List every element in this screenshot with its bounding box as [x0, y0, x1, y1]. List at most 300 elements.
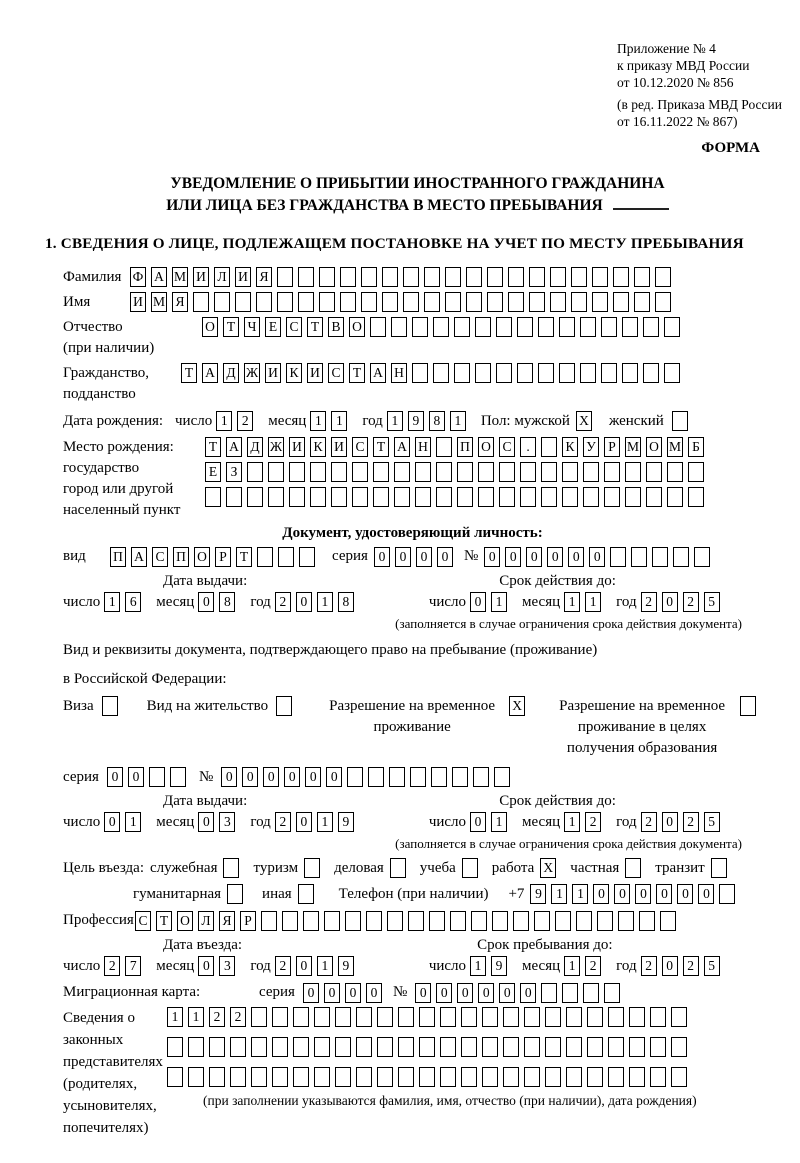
char-cell[interactable]: [538, 363, 554, 383]
char-cell[interactable]: [608, 1007, 624, 1027]
char-cell[interactable]: [188, 1037, 204, 1057]
char-cell[interactable]: 1: [491, 812, 507, 832]
char-cell[interactable]: [740, 696, 756, 716]
char-cell[interactable]: [429, 911, 445, 931]
char-cell[interactable]: [541, 983, 557, 1003]
char-cell[interactable]: [672, 411, 688, 431]
char-cell[interactable]: Л: [198, 911, 214, 931]
char-cell[interactable]: 0: [593, 884, 609, 904]
purpose-business-checkbox[interactable]: [390, 858, 411, 878]
char-cell[interactable]: [508, 292, 524, 312]
char-cell[interactable]: 2: [641, 956, 657, 976]
char-cell[interactable]: [473, 767, 489, 787]
char-cell[interactable]: С: [352, 437, 368, 457]
char-cell[interactable]: 5: [704, 812, 720, 832]
char-cell[interactable]: [664, 317, 680, 337]
char-cell[interactable]: [482, 1007, 498, 1027]
char-cell[interactable]: М: [151, 292, 167, 312]
char-cell[interactable]: И: [265, 363, 281, 383]
char-cell[interactable]: [452, 767, 468, 787]
char-cell[interactable]: [566, 1067, 582, 1087]
char-cell[interactable]: 2: [230, 1007, 246, 1027]
char-cell[interactable]: [272, 1037, 288, 1057]
char-cell[interactable]: [625, 858, 641, 878]
char-cell[interactable]: 0: [677, 884, 693, 904]
birth-year-cells[interactable]: [387, 411, 471, 431]
char-cell[interactable]: 0: [662, 592, 678, 612]
char-cell[interactable]: [545, 1067, 561, 1087]
char-cell[interactable]: [382, 267, 398, 287]
char-cell[interactable]: 1: [585, 592, 601, 612]
residence-permit-checkbox[interactable]: [276, 696, 297, 716]
char-cell[interactable]: [613, 267, 629, 287]
char-cell[interactable]: [711, 858, 727, 878]
entry-year-cells[interactable]: [275, 956, 359, 976]
char-cell[interactable]: С: [135, 911, 151, 931]
char-cell[interactable]: [377, 1067, 393, 1087]
char-cell[interactable]: [415, 487, 431, 507]
char-cell[interactable]: 1: [564, 592, 580, 612]
char-cell[interactable]: С: [152, 547, 168, 567]
char-cell[interactable]: [261, 911, 277, 931]
char-cell[interactable]: [370, 317, 386, 337]
char-cell[interactable]: [450, 911, 466, 931]
char-cell[interactable]: [398, 1007, 414, 1027]
char-cell[interactable]: Т: [349, 363, 365, 383]
char-cell[interactable]: 1: [188, 1007, 204, 1027]
char-cell[interactable]: 0: [470, 592, 486, 612]
purpose-work-checkbox[interactable]: [540, 858, 561, 878]
char-cell[interactable]: Т: [307, 317, 323, 337]
char-cell[interactable]: 0: [305, 767, 321, 787]
char-cell[interactable]: Б: [688, 437, 704, 457]
char-cell[interactable]: [541, 437, 557, 457]
char-cell[interactable]: 2: [641, 812, 657, 832]
char-cell[interactable]: [534, 911, 550, 931]
char-cell[interactable]: Д: [223, 363, 239, 383]
char-cell[interactable]: И: [331, 437, 347, 457]
char-cell[interactable]: 0: [662, 956, 678, 976]
char-cell[interactable]: [398, 1037, 414, 1057]
char-cell[interactable]: [419, 1067, 435, 1087]
char-cell[interactable]: [671, 1007, 687, 1027]
char-cell[interactable]: [289, 487, 305, 507]
char-cell[interactable]: [188, 1067, 204, 1087]
char-cell[interactable]: Я: [219, 911, 235, 931]
char-cell[interactable]: [562, 983, 578, 1003]
char-cell[interactable]: 1: [310, 411, 326, 431]
char-cell[interactable]: [293, 1007, 309, 1027]
char-cell[interactable]: [282, 911, 298, 931]
char-cell[interactable]: [562, 487, 578, 507]
patronymic-cells[interactable]: [202, 317, 685, 337]
char-cell[interactable]: [613, 292, 629, 312]
char-cell[interactable]: 0: [366, 983, 382, 1003]
char-cell[interactable]: [604, 487, 620, 507]
char-cell[interactable]: М: [172, 267, 188, 287]
char-cell[interactable]: [298, 292, 314, 312]
char-cell[interactable]: [276, 696, 292, 716]
purpose-other-checkbox[interactable]: [298, 884, 319, 904]
char-cell[interactable]: [529, 292, 545, 312]
char-cell[interactable]: 0: [263, 767, 279, 787]
char-cell[interactable]: [503, 1037, 519, 1057]
res-issue-year-cells[interactable]: [275, 812, 359, 832]
char-cell[interactable]: 2: [585, 956, 601, 976]
char-cell[interactable]: 1: [551, 884, 567, 904]
char-cell[interactable]: 1: [317, 812, 333, 832]
char-cell[interactable]: 0: [296, 592, 312, 612]
char-cell[interactable]: [277, 267, 293, 287]
char-cell[interactable]: [415, 462, 431, 482]
char-cell[interactable]: [499, 462, 515, 482]
char-cell[interactable]: [587, 1037, 603, 1057]
char-cell[interactable]: О: [646, 437, 662, 457]
birth-place-row1-cells[interactable]: [205, 437, 709, 457]
char-cell[interactable]: С: [286, 317, 302, 337]
char-cell[interactable]: [454, 317, 470, 337]
char-cell[interactable]: [361, 292, 377, 312]
char-cell[interactable]: [398, 1067, 414, 1087]
char-cell[interactable]: [482, 1037, 498, 1057]
char-cell[interactable]: [545, 1037, 561, 1057]
char-cell[interactable]: [251, 1037, 267, 1057]
char-cell[interactable]: 9: [338, 956, 354, 976]
char-cell[interactable]: [652, 547, 668, 567]
char-cell[interactable]: [634, 267, 650, 287]
char-cell[interactable]: 9: [408, 411, 424, 431]
char-cell[interactable]: [373, 462, 389, 482]
doc-kind-cells[interactable]: [110, 547, 320, 567]
char-cell[interactable]: 8: [219, 592, 235, 612]
char-cell[interactable]: [289, 462, 305, 482]
char-cell[interactable]: 0: [221, 767, 237, 787]
char-cell[interactable]: [650, 1037, 666, 1057]
char-cell[interactable]: [503, 1007, 519, 1027]
char-cell[interactable]: [625, 462, 641, 482]
char-cell[interactable]: 1: [564, 812, 580, 832]
char-cell[interactable]: [555, 911, 571, 931]
char-cell[interactable]: [310, 462, 326, 482]
char-cell[interactable]: [457, 487, 473, 507]
char-cell[interactable]: 0: [198, 812, 214, 832]
char-cell[interactable]: [368, 767, 384, 787]
char-cell[interactable]: [660, 911, 676, 931]
char-cell[interactable]: 0: [484, 547, 500, 567]
char-cell[interactable]: .: [520, 437, 536, 457]
char-cell[interactable]: [272, 1067, 288, 1087]
char-cell[interactable]: [487, 267, 503, 287]
char-cell[interactable]: И: [289, 437, 305, 457]
char-cell[interactable]: [331, 462, 347, 482]
char-cell[interactable]: 0: [345, 983, 361, 1003]
surname-cells[interactable]: [130, 267, 676, 287]
char-cell[interactable]: [457, 462, 473, 482]
res-valid-year-cells[interactable]: [641, 812, 725, 832]
char-cell[interactable]: [583, 983, 599, 1003]
char-cell[interactable]: [324, 911, 340, 931]
char-cell[interactable]: [592, 292, 608, 312]
char-cell[interactable]: [347, 767, 363, 787]
char-cell[interactable]: [356, 1037, 372, 1057]
issue-year-cells[interactable]: [275, 592, 359, 612]
char-cell[interactable]: [167, 1037, 183, 1057]
char-cell[interactable]: [529, 267, 545, 287]
char-cell[interactable]: X: [509, 696, 525, 716]
char-cell[interactable]: 0: [656, 884, 672, 904]
char-cell[interactable]: О: [202, 317, 218, 337]
char-cell[interactable]: [445, 267, 461, 287]
char-cell[interactable]: [524, 1037, 540, 1057]
char-cell[interactable]: [356, 1067, 372, 1087]
char-cell[interactable]: [268, 462, 284, 482]
char-cell[interactable]: 1: [104, 592, 120, 612]
char-cell[interactable]: [268, 487, 284, 507]
birth-day-cells[interactable]: [216, 411, 258, 431]
char-cell[interactable]: У: [583, 437, 599, 457]
char-cell[interactable]: [319, 292, 335, 312]
char-cell[interactable]: И: [130, 292, 146, 312]
char-cell[interactable]: [403, 292, 419, 312]
char-cell[interactable]: [650, 1007, 666, 1027]
char-cell[interactable]: 6: [125, 592, 141, 612]
char-cell[interactable]: К: [286, 363, 302, 383]
char-cell[interactable]: 1: [317, 592, 333, 612]
char-cell[interactable]: [299, 547, 315, 567]
char-cell[interactable]: X: [576, 411, 592, 431]
char-cell[interactable]: Я: [172, 292, 188, 312]
char-cell[interactable]: 0: [526, 547, 542, 567]
char-cell[interactable]: 1: [216, 411, 232, 431]
char-cell[interactable]: М: [625, 437, 641, 457]
res-series-cells[interactable]: [107, 767, 191, 787]
char-cell[interactable]: [230, 1037, 246, 1057]
char-cell[interactable]: [601, 363, 617, 383]
char-cell[interactable]: [688, 487, 704, 507]
char-cell[interactable]: [314, 1037, 330, 1057]
char-cell[interactable]: [667, 487, 683, 507]
char-cell[interactable]: [520, 462, 536, 482]
char-cell[interactable]: 0: [415, 983, 431, 1003]
until-day-cells[interactable]: [470, 956, 512, 976]
char-cell[interactable]: [496, 317, 512, 337]
char-cell[interactable]: [382, 292, 398, 312]
char-cell[interactable]: [314, 1067, 330, 1087]
char-cell[interactable]: [373, 487, 389, 507]
purpose-study-checkbox[interactable]: [462, 858, 483, 878]
char-cell[interactable]: [524, 1067, 540, 1087]
char-cell[interactable]: [424, 267, 440, 287]
char-cell[interactable]: [389, 767, 405, 787]
char-cell[interactable]: [436, 437, 452, 457]
char-cell[interactable]: 1: [491, 592, 507, 612]
char-cell[interactable]: [377, 1007, 393, 1027]
entry-day-cells[interactable]: [104, 956, 146, 976]
doc-series-cells[interactable]: [374, 547, 458, 567]
char-cell[interactable]: [387, 911, 403, 931]
char-cell[interactable]: З: [226, 462, 242, 482]
char-cell[interactable]: [471, 911, 487, 931]
char-cell[interactable]: [622, 317, 638, 337]
char-cell[interactable]: И: [235, 267, 251, 287]
sex-male-checkbox[interactable]: [576, 411, 597, 431]
char-cell[interactable]: [538, 317, 554, 337]
citizenship-cells[interactable]: [181, 363, 685, 383]
char-cell[interactable]: А: [394, 437, 410, 457]
until-year-cells[interactable]: [641, 956, 725, 976]
char-cell[interactable]: 0: [547, 547, 563, 567]
char-cell[interactable]: П: [173, 547, 189, 567]
char-cell[interactable]: [440, 1067, 456, 1087]
char-cell[interactable]: [622, 363, 638, 383]
char-cell[interactable]: [102, 696, 118, 716]
char-cell[interactable]: О: [478, 437, 494, 457]
char-cell[interactable]: [256, 292, 272, 312]
until-month-cells[interactable]: [564, 956, 606, 976]
char-cell[interactable]: 2: [275, 956, 291, 976]
purpose-official-checkbox[interactable]: [223, 858, 244, 878]
birth-place-row3-cells[interactable]: [205, 487, 709, 507]
char-cell[interactable]: 5: [704, 956, 720, 976]
char-cell[interactable]: 0: [470, 812, 486, 832]
char-cell[interactable]: [520, 487, 536, 507]
char-cell[interactable]: [571, 267, 587, 287]
char-cell[interactable]: Е: [205, 462, 221, 482]
char-cell[interactable]: 7: [125, 956, 141, 976]
char-cell[interactable]: 0: [662, 812, 678, 832]
char-cell[interactable]: 0: [284, 767, 300, 787]
char-cell[interactable]: [352, 487, 368, 507]
char-cell[interactable]: 8: [429, 411, 445, 431]
res-valid-month-cells[interactable]: [564, 812, 606, 832]
char-cell[interactable]: [517, 317, 533, 337]
char-cell[interactable]: Ф: [130, 267, 146, 287]
char-cell[interactable]: [436, 462, 452, 482]
char-cell[interactable]: 0: [436, 983, 452, 1003]
char-cell[interactable]: [487, 292, 503, 312]
char-cell[interactable]: [193, 292, 209, 312]
temporary-residence-checkbox[interactable]: [509, 696, 530, 716]
char-cell[interactable]: [461, 1007, 477, 1027]
char-cell[interactable]: 0: [326, 767, 342, 787]
char-cell[interactable]: 1: [317, 956, 333, 976]
char-cell[interactable]: Ж: [268, 437, 284, 457]
char-cell[interactable]: О: [177, 911, 193, 931]
char-cell[interactable]: 9: [338, 812, 354, 832]
char-cell[interactable]: [541, 462, 557, 482]
char-cell[interactable]: [629, 1037, 645, 1057]
char-cell[interactable]: О: [194, 547, 210, 567]
char-cell[interactable]: [304, 858, 320, 878]
char-cell[interactable]: [513, 911, 529, 931]
char-cell[interactable]: [559, 317, 575, 337]
char-cell[interactable]: Ч: [244, 317, 260, 337]
char-cell[interactable]: 2: [585, 812, 601, 832]
char-cell[interactable]: [482, 1067, 498, 1087]
char-cell[interactable]: [629, 1067, 645, 1087]
char-cell[interactable]: А: [131, 547, 147, 567]
char-cell[interactable]: [580, 363, 596, 383]
char-cell[interactable]: П: [110, 547, 126, 567]
char-cell[interactable]: [278, 547, 294, 567]
char-cell[interactable]: 0: [296, 956, 312, 976]
char-cell[interactable]: 0: [296, 812, 312, 832]
purpose-tourism-checkbox[interactable]: [304, 858, 325, 878]
char-cell[interactable]: [170, 767, 186, 787]
purpose-private-checkbox[interactable]: [625, 858, 646, 878]
issue-day-cells[interactable]: [104, 592, 146, 612]
char-cell[interactable]: [608, 1037, 624, 1057]
char-cell[interactable]: [576, 911, 592, 931]
char-cell[interactable]: [227, 884, 243, 904]
char-cell[interactable]: [205, 487, 221, 507]
issue-month-cells[interactable]: [198, 592, 240, 612]
visa-checkbox[interactable]: [102, 696, 123, 716]
char-cell[interactable]: 1: [125, 812, 141, 832]
char-cell[interactable]: [431, 767, 447, 787]
char-cell[interactable]: [436, 487, 452, 507]
char-cell[interactable]: Т: [373, 437, 389, 457]
char-cell[interactable]: 1: [387, 411, 403, 431]
char-cell[interactable]: П: [457, 437, 473, 457]
valid-day-cells[interactable]: [470, 592, 512, 612]
char-cell[interactable]: [226, 487, 242, 507]
char-cell[interactable]: [583, 487, 599, 507]
char-cell[interactable]: [419, 1037, 435, 1057]
char-cell[interactable]: [412, 317, 428, 337]
char-cell[interactable]: [562, 462, 578, 482]
char-cell[interactable]: [524, 1007, 540, 1027]
char-cell[interactable]: [335, 1067, 351, 1087]
char-cell[interactable]: [466, 292, 482, 312]
char-cell[interactable]: [247, 487, 263, 507]
char-cell[interactable]: [494, 767, 510, 787]
char-cell[interactable]: [688, 462, 704, 482]
char-cell[interactable]: [298, 884, 314, 904]
char-cell[interactable]: [550, 292, 566, 312]
char-cell[interactable]: [433, 317, 449, 337]
entry-month-cells[interactable]: [198, 956, 240, 976]
char-cell[interactable]: Т: [181, 363, 197, 383]
char-cell[interactable]: [335, 1007, 351, 1027]
char-cell[interactable]: 0: [242, 767, 258, 787]
char-cell[interactable]: [352, 462, 368, 482]
char-cell[interactable]: 2: [104, 956, 120, 976]
char-cell[interactable]: [580, 317, 596, 337]
char-cell[interactable]: [394, 462, 410, 482]
char-cell[interactable]: [251, 1067, 267, 1087]
char-cell[interactable]: [625, 487, 641, 507]
char-cell[interactable]: [541, 487, 557, 507]
char-cell[interactable]: 5: [704, 592, 720, 612]
purpose-transit-checkbox[interactable]: [711, 858, 732, 878]
char-cell[interactable]: [408, 911, 424, 931]
char-cell[interactable]: [508, 267, 524, 287]
char-cell[interactable]: [475, 317, 491, 337]
char-cell[interactable]: 0: [437, 547, 453, 567]
char-cell[interactable]: [361, 267, 377, 287]
char-cell[interactable]: [461, 1067, 477, 1087]
char-cell[interactable]: 2: [275, 812, 291, 832]
char-cell[interactable]: [671, 1067, 687, 1087]
char-cell[interactable]: [440, 1037, 456, 1057]
char-cell[interactable]: 0: [374, 547, 390, 567]
education-residence-checkbox[interactable]: [740, 696, 761, 716]
char-cell[interactable]: [503, 1067, 519, 1087]
char-cell[interactable]: [545, 1007, 561, 1027]
char-cell[interactable]: 0: [499, 983, 515, 1003]
char-cell[interactable]: [634, 292, 650, 312]
